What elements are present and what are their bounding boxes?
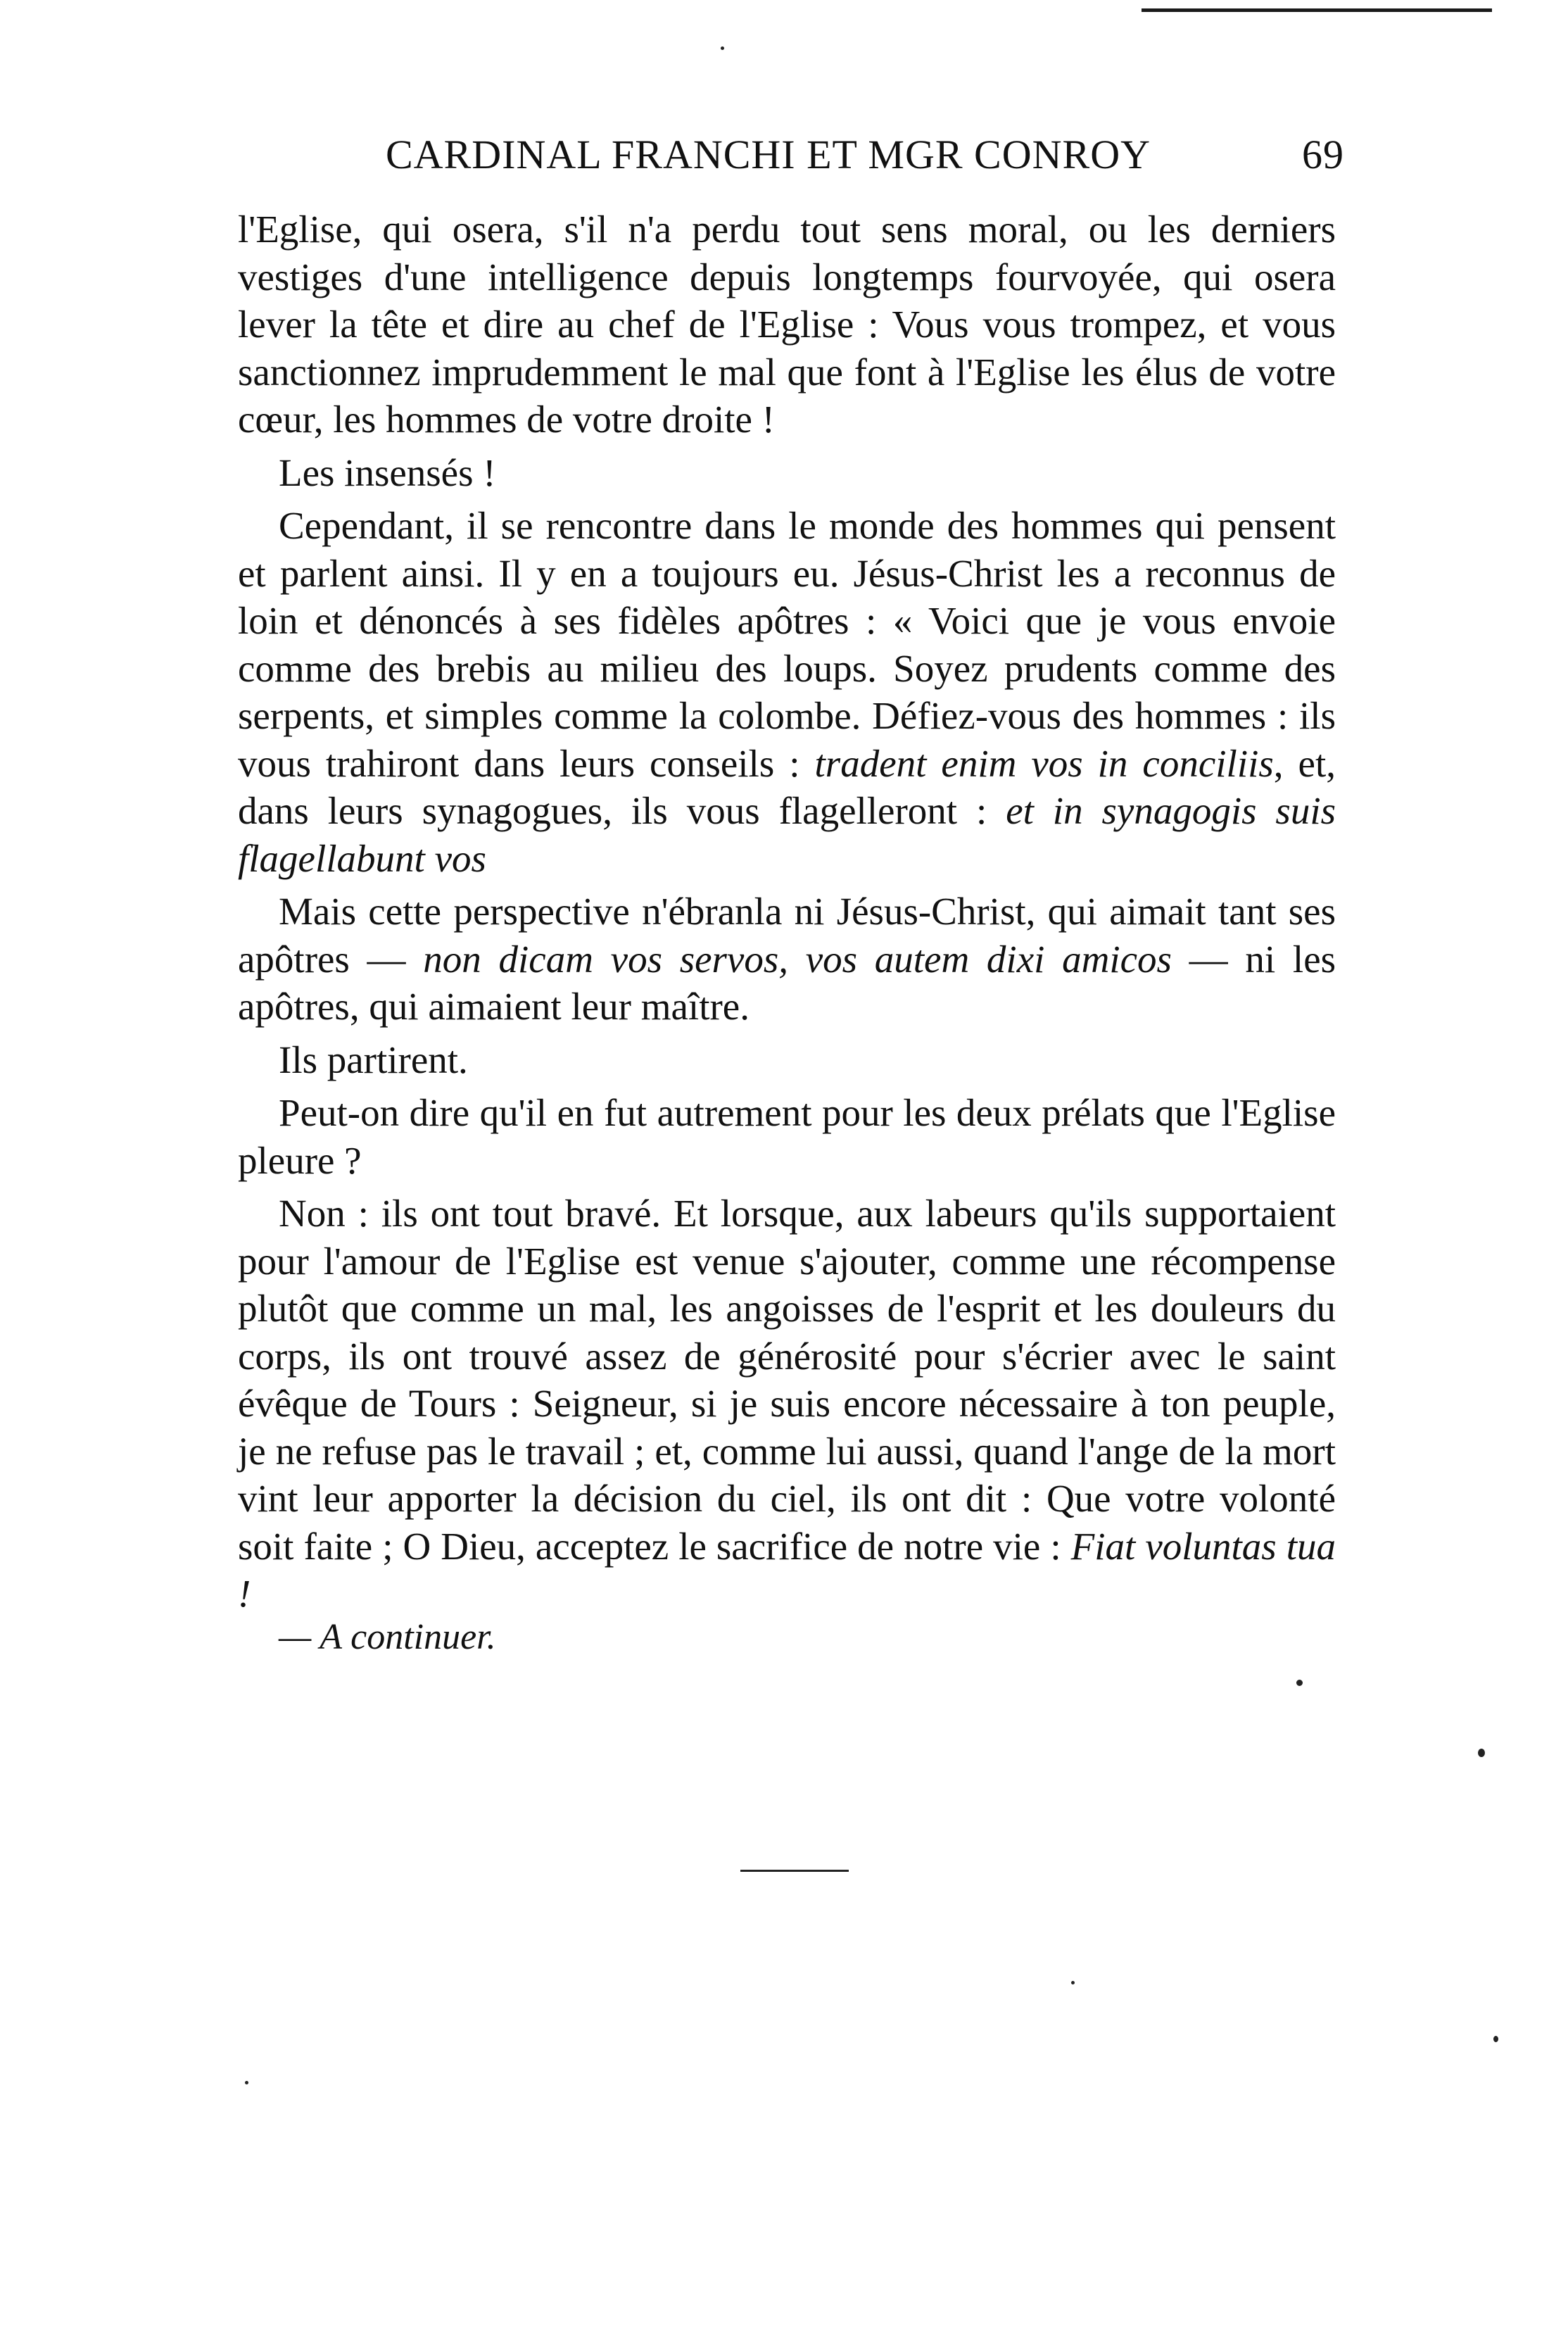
paragraph-4-start: Mais cette perspective n'ébranla ni Jésus-Christ, qui aimait tant ses apôtres — <box>238 890 1336 981</box>
paragraph-1: l'Eglise, qui osera, s'il n'a perdu tout sens moral, ou les derniers vestiges d'une intelligence depuis longtemps fourvoyée, qui osera lever la tête et dire au chef de l'Eglise : Vous vous trompez, et vous sanctionnez imprudemment le mal que font à l'Eglise les élus de votre cœur, les hommes de votre droite ! <box>238 208 1336 441</box>
latin-quote-2: et in synagogis suis flagellabunt vos <box>238 789 1336 880</box>
print-speck <box>721 46 724 50</box>
paragraph-4-end: — ni les apôtres, qui aimaient leur maître. <box>238 937 1336 1028</box>
paragraph-3-mid: , et, dans leurs synagogues, ils vous flagelleront : <box>238 741 1336 832</box>
continued-note: — A continuer. <box>279 1617 496 1657</box>
print-speck <box>1478 1749 1485 1757</box>
paragraph-4 <box>238 888 1336 1031</box>
paragraph-7-text: Non : ils ont tout bravé. Et lorsque, aux labeurs qu'ils supportaient pour l'amour de l'Eglise est venue s'ajouter, comme une récompense plutôt que comme un mal, les angoisses de l'esprit et les douleurs du corps, ils ont trouvé assez de générosité pour s'écrier avec le saint évêque de Tours : Seigneur, si je suis encore nécessaire à ton peuple, je ne refuse pas le travail ; et, comme lui aussi, quand l'ange de la mort vint leur apporter la décision du ciel, ils ont dit : Que votre volonté soit faite ; O Dieu, acceptez le sacrifice de notre vie : <box>238 1192 1336 1568</box>
bottom-rule <box>740 1870 849 1872</box>
print-speck <box>1493 2036 1498 2042</box>
print-speck <box>1296 1680 1303 1686</box>
top-rule <box>1142 8 1492 12</box>
article-body <box>238 206 1336 1623</box>
paragraph-7 <box>238 1190 1336 1618</box>
running-header <box>386 131 1344 187</box>
print-speck <box>245 2081 248 2084</box>
paragraph-3 <box>238 502 1336 882</box>
print-speck <box>1071 1981 1075 1984</box>
paragraph-5: Ils partirent. <box>279 1038 468 1081</box>
paragraph-2: Les insensés ! <box>279 451 496 494</box>
page-number: 69 <box>1302 132 1344 177</box>
running-title: CARDINAL FRANCHI ET MGR CONROY <box>386 132 1151 177</box>
latin-quote-4: Fiat voluntas tua ! <box>238 1524 1336 1615</box>
latin-quote-3: non dicam vos servos, vos autem dixi amicos <box>423 937 1172 981</box>
paragraph-6: Peut-on dire qu'il en fut autrement pour les deux prélats que l'Eglise pleure ? <box>238 1091 1336 1182</box>
paragraph-3-text: Cependant, il se rencontre dans le monde des hommes qui pensent et parlent ainsi. Il y en a toujours eu. Jésus-Christ les a reconnus de loin et dénoncés à ses fidèles apôtres : « Voici que je vous envoie comme des brebis au milieu des loups. Soyez prudents comme des serpents, et simples comme la colombe. Défiez-vous des hommes : ils vous trahiront dans leurs conseils : <box>238 504 1336 785</box>
latin-quote-1: tradent enim vos in conciliis <box>814 741 1274 785</box>
